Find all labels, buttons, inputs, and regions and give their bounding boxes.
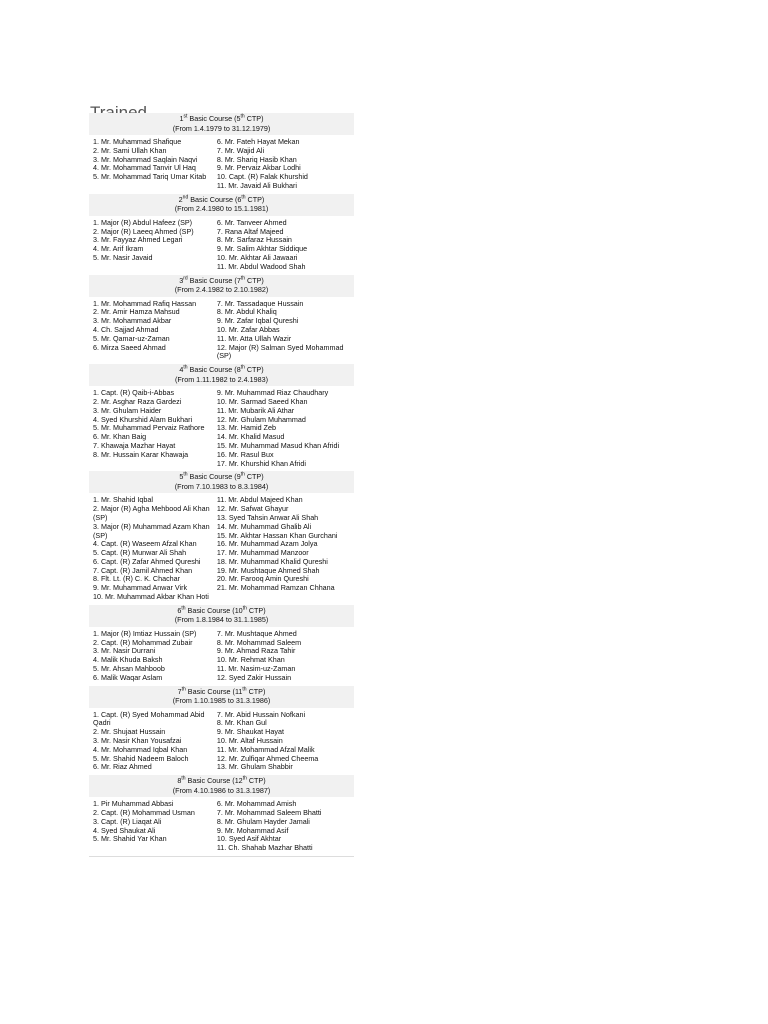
course-dates: (From 7.10.1983 to 8.3.1984) <box>174 481 269 491</box>
trainee-name: 2. Mr. Shujaat Hussain <box>93 727 166 737</box>
names-column-right <box>217 711 351 773</box>
names-column-right <box>217 496 351 602</box>
course-title: 8th Basic Course (12th CTP) <box>177 775 266 786</box>
trainee-name: 10. Capt. (R) Falak Khurshid <box>216 172 308 182</box>
trainee-name: 5. Mr. Mohammad Tariq Umar Kitab <box>93 172 207 182</box>
trainee-name: 11. Mr. Javaid Ali Bukhari <box>216 180 297 190</box>
trainee-name: 12. Mr. Safwat Ghayur <box>216 504 289 514</box>
course-header <box>89 364 354 386</box>
trainee-name: 13. Mr. Ghulam Shabbir <box>216 762 293 772</box>
trainee-name: 10. Mr. Sarmad Saeed Khan <box>216 396 308 406</box>
course-block <box>89 113 354 194</box>
course-dates: (From 1.8.1984 to 31.1.1985) <box>174 615 269 625</box>
course-dates: (From 2.4.1980 to 15.1.1981) <box>174 204 269 214</box>
trainee-name: 8. Mr. Sarfaraz Hussain <box>216 235 292 245</box>
course-title: 7th Basic Course (11th CTP) <box>177 686 266 696</box>
trainee-name: 20. Mr. Farooq Amin Qureshi <box>216 574 309 584</box>
trainee-name: 6. Mr. Fateh Hayat Mekan <box>216 137 300 146</box>
trainee-name: 7. Mr. Mohammad Saleem Bhatti <box>216 808 322 818</box>
trainee-name: 7. Capt. (R) Jamil Ahmed Khan <box>93 565 193 575</box>
course-names <box>89 297 354 365</box>
trainee-name: 7. Mr. Wajid Ali <box>216 145 265 155</box>
course-header <box>89 194 354 216</box>
trainee-name: 16. Mr. Rasul Bux <box>216 449 274 459</box>
names-column-left <box>93 389 217 468</box>
trainee-name: 19. Mr. Mushtaque Ahmed Shah <box>216 565 320 575</box>
course-names <box>89 627 354 686</box>
trainee-name: 12. Major (R) Salman Syed Mohammad (SP) <box>216 342 344 361</box>
trainee-name: 8. Mr. Ghulam Hayder Jamali <box>216 816 310 826</box>
trainee-name: 2. Major (R) Laeeq Ahmed (SP) <box>93 226 194 236</box>
course-block <box>89 605 354 686</box>
course-names <box>89 216 354 275</box>
trainee-name: 4. Mr. Mohammad Tanvir Ul Haq <box>93 163 196 173</box>
trainee-name: 4. Syed Khurshid Alam Bukhari <box>93 414 193 424</box>
trainee-name: 1. Capt. (R) Qaib-i-Abbas <box>93 388 175 398</box>
trainee-name: 15. Mr. Akhtar Hassan Khan Gurchani <box>216 530 338 540</box>
course-title: 5th Basic Course (9th CTP) <box>179 471 264 482</box>
course-names <box>89 493 354 605</box>
trainee-name: 11. Mr. Mubarik Ali Athar <box>216 405 295 415</box>
course-header <box>89 686 354 708</box>
course-block <box>89 686 354 776</box>
trainee-name: 9. Mr. Salim Akhtar Siddique <box>216 244 308 254</box>
trainee-name: 5. Mr. Nasir Javaid <box>93 252 153 262</box>
trainee-name: 11. Mr. Nasim-uz-Zaman <box>216 664 296 674</box>
trainee-name: 2. Mr. Asghar Raza Gardezi <box>93 396 182 406</box>
trainee-name: 5. Mr. Qamar-uz-Zaman <box>93 333 170 343</box>
trainee-name: 13. Mr. Hamid Zeb <box>216 423 276 433</box>
trainee-name: 9. Mr. Zafar Iqbal Qureshi <box>216 316 299 326</box>
trainee-name: 7. Khawaja Mazhar Hayat <box>93 440 176 450</box>
trainee-name: 2. Mr. Sami Ullah Khan <box>93 145 167 155</box>
trainee-name: 7. Rana Altaf Majeed <box>216 226 284 236</box>
trainee-name: 2. Capt. (R) Mohammad Zubair <box>93 637 193 647</box>
course-header <box>89 471 354 493</box>
trainee-name: 8. Mr. Khan Gul <box>216 718 267 728</box>
trainee-name: 9. Mr. Mohammad Asif <box>216 825 289 835</box>
trainee-name: 4. Ch. Sajjad Ahmad <box>93 324 159 334</box>
trainee-name: 6. Mirza Saeed Ahmad <box>93 342 166 352</box>
trainee-name: 11. Mr. Abdul Majeed Khan <box>216 495 303 505</box>
trainee-name: 6. Mr. Khan Baig <box>93 432 147 442</box>
trainee-name: 4. Mr. Mohammad Iqbal Khan <box>93 744 188 754</box>
course-header <box>89 775 354 797</box>
course-dates: (From 1.4.1979 to 31.12.1979) <box>172 123 271 133</box>
course-title: 2nd Basic Course (6th CTP) <box>178 194 265 204</box>
trainee-name: 11. Mr. Abdul Wadood Shah <box>216 261 306 271</box>
course-dates: (From 2.4.1982 to 2.10.1982) <box>174 285 269 295</box>
trainee-name: 11. Ch. Shahab Mazhar Bhatti <box>216 843 313 853</box>
names-column-left <box>93 711 217 773</box>
trainee-name: 8. Flt. Lt. (R) C. K. Chachar <box>93 574 181 584</box>
trainee-name: 3. Major (R) Muhammad Azam Khan (SP) <box>93 521 210 540</box>
course-block <box>89 275 354 365</box>
names-column-left <box>93 630 217 683</box>
trainee-name: 4. Capt. (R) Waseem Afzal Khan <box>93 539 197 549</box>
trainee-name: 2. Major (R) Agha Mehbood Ali Khan (SP) <box>93 504 210 522</box>
course-header <box>89 605 354 627</box>
trainee-name: 5. Mr. Shahid Nadeem Baloch <box>93 753 189 763</box>
names-column-right <box>217 800 351 853</box>
trainee-name: 11. Mr. Mohammad Afzal Malik <box>216 744 315 754</box>
course-header <box>89 275 354 297</box>
names-column-right <box>217 219 351 272</box>
course-title: 6th Basic Course (10th CTP) <box>177 605 266 615</box>
trainee-name: 3. Mr. Mohammad Saqlain Naqvi <box>93 154 198 164</box>
names-column-left <box>93 219 217 272</box>
trainee-name: 5. Mr. Muhammad Pervaiz Rathore <box>93 423 205 433</box>
trainee-name: 12. Syed Zakir Hussain <box>216 672 292 682</box>
trainee-name: 13. Syed Tahsin Anwar Ali Shah <box>216 512 319 522</box>
trainee-name: 3. Mr. Nasir Khan Yousafzai <box>93 736 182 746</box>
trainee-name: 10. Mr. Altaf Hussain <box>216 736 283 746</box>
trainee-name: 7. Mr. Abid Hussain Nofkani <box>216 709 306 719</box>
trainee-name: 1. Major (R) Abdul Hafeez (SP) <box>93 217 193 227</box>
trainee-name: 2. Mr. Amir Hamza Mahsud <box>93 307 180 317</box>
course-header <box>89 113 354 135</box>
course-names <box>89 797 354 856</box>
trainee-name: 5. Capt. (R) Munwar Ali Shah <box>93 548 187 558</box>
course-block <box>89 364 354 471</box>
trainee-name: 7. Mr. Tassadaque Hussain <box>216 298 304 308</box>
trainee-name: 3. Mr. Fayyaz Ahmed Legari <box>93 235 183 245</box>
trainee-name: 3. Mr. Ghulam Haider <box>93 405 162 415</box>
names-column-left <box>93 300 217 362</box>
trainee-name: 16. Mr. Muhammad Azam Jolya <box>216 539 318 549</box>
trainee-name: 2. Capt. (R) Mohammad Usman <box>93 808 195 818</box>
names-column-right <box>217 138 351 191</box>
course-block <box>89 194 354 275</box>
trainee-name: 5. Mr. Ahsan Mahboob <box>93 664 165 674</box>
trainee-name: 6. Mr. Riaz Ahmed <box>93 762 152 772</box>
trainee-name: 1. Mr. Shahid Iqbal <box>93 495 153 505</box>
trainee-name: 12. Mr. Ghulam Muhammad <box>216 414 306 424</box>
trainee-name: 9. Mr. Shaukat Hayat <box>216 727 284 737</box>
course-block <box>89 471 354 605</box>
trainee-name: 8. Mr. Shariq Hasib Khan <box>216 154 297 164</box>
trainee-name: 10. Syed Asif Akhtar <box>216 834 282 844</box>
course-block <box>89 775 354 856</box>
trainee-name: 4. Malik Khuda Baksh <box>93 655 163 665</box>
trainee-name: 1. Capt. (R) Syed Mohammad Abid Qadri <box>93 709 205 728</box>
names-column-right <box>217 630 351 683</box>
trainee-name: 18. Mr. Muhammad Khalid Qureshi <box>216 556 328 566</box>
trainee-name: 9. Mr. Ahmad Raza Tahir <box>216 646 296 656</box>
trainee-name: 1. Major (R) Imtiaz Hussain (SP) <box>93 628 197 638</box>
course-names <box>89 135 354 194</box>
trainee-name: 15. Mr. Muhammad Masud Khan Afridi <box>216 440 340 450</box>
course-document <box>89 113 354 857</box>
trainee-name: 10. Mr. Zafar Abbas <box>216 324 280 334</box>
trainee-name: 6. Malik Waqar Aslam <box>93 672 163 682</box>
course-dates: (From 1.10.1985 to 31.3.1986) <box>172 696 271 706</box>
trainee-name: 21. Mr. Mohammad Ramzan Chhana <box>216 583 335 593</box>
trainee-name: 17. Mr. Muhammad Manzoor <box>216 548 309 558</box>
trainee-name: 9. Mr. Muhammad Anwar Virk <box>93 583 188 593</box>
trainee-name: 10. Mr. Akhtar Ali Jawaari <box>216 252 298 262</box>
trainee-name: 7. Mr. Mushtaque Ahmed <box>216 628 297 638</box>
names-column-right <box>217 389 351 468</box>
trainee-name: 12. Mr. Zulfiqar Ahmed Cheema <box>216 753 319 763</box>
trainee-name: 6. Capt. (R) Zafar Ahmed Qureshi <box>93 556 201 566</box>
trainee-name: 3. Capt. (R) Liaqat Ali <box>93 816 162 826</box>
trainee-name: 8. Mr. Abdul Khaliq <box>216 307 277 317</box>
trainee-name: 5. Mr. Shahid Yar Khan <box>93 834 167 844</box>
trainee-name: 14. Mr. Khalid Masud <box>216 432 285 442</box>
names-column-left <box>93 138 217 191</box>
course-dates: (From 1.11.1982 to 2.4.1983) <box>175 374 268 384</box>
names-column-left <box>93 496 217 602</box>
trainee-name: 1. Pir Muhammad Abbasi <box>93 799 174 809</box>
course-names <box>89 386 354 471</box>
trainee-name: 8. Mr. Hussain Karar Khawaja <box>93 449 189 459</box>
course-names <box>89 708 354 776</box>
course-dates: (From 4.10.1986 to 31.3.1987) <box>172 785 271 795</box>
names-column-left <box>93 800 217 853</box>
names-column-right <box>217 300 351 362</box>
trainee-name: 10. Mr. Rehmat Khan <box>216 655 285 665</box>
trainee-name: 9. Mr. Muhammad Riaz Chaudhary <box>216 388 329 398</box>
trainee-name: 6. Mr. Mohammad Amish <box>216 799 297 809</box>
trainee-name: 11. Mr. Atta Ullah Wazir <box>216 333 292 343</box>
trainee-name: 6. Mr. Tanveer Ahmed <box>216 217 287 227</box>
trainee-name: 3. Mr. Nasir Durrani <box>93 646 156 656</box>
trainee-name: 10. Mr. Muhammad Akbar Khan Hoti <box>93 592 209 602</box>
trainee-name: 4. Syed Shaukat Ali <box>93 825 156 835</box>
trainee-name: 9. Mr. Pervaiz Akbar Lodhi <box>216 163 301 173</box>
trainee-name: 1. Mr. Mohammad Rafiq Hassan <box>93 298 197 308</box>
trainee-name: 8. Mr. Mohammad Saleem <box>216 637 302 647</box>
course-title: 3rd Basic Course (7th CTP) <box>179 275 264 285</box>
trainee-name: 4. Mr. Arif Ikram <box>93 244 144 254</box>
trainee-name: 14. Mr. Muhammad Ghalib Ali <box>216 521 312 531</box>
trainee-name: 17. Mr. Khurshid Khan Afridi <box>216 458 306 468</box>
course-title: 1st Basic Course (5th CTP) <box>179 113 264 123</box>
trainee-name: 3. Mr. Mohammad Akbar <box>93 316 172 326</box>
trainee-name: 1. Mr. Muhammad Shafique <box>93 137 182 146</box>
course-title: 4th Basic Course (8th CTP) <box>179 364 264 375</box>
